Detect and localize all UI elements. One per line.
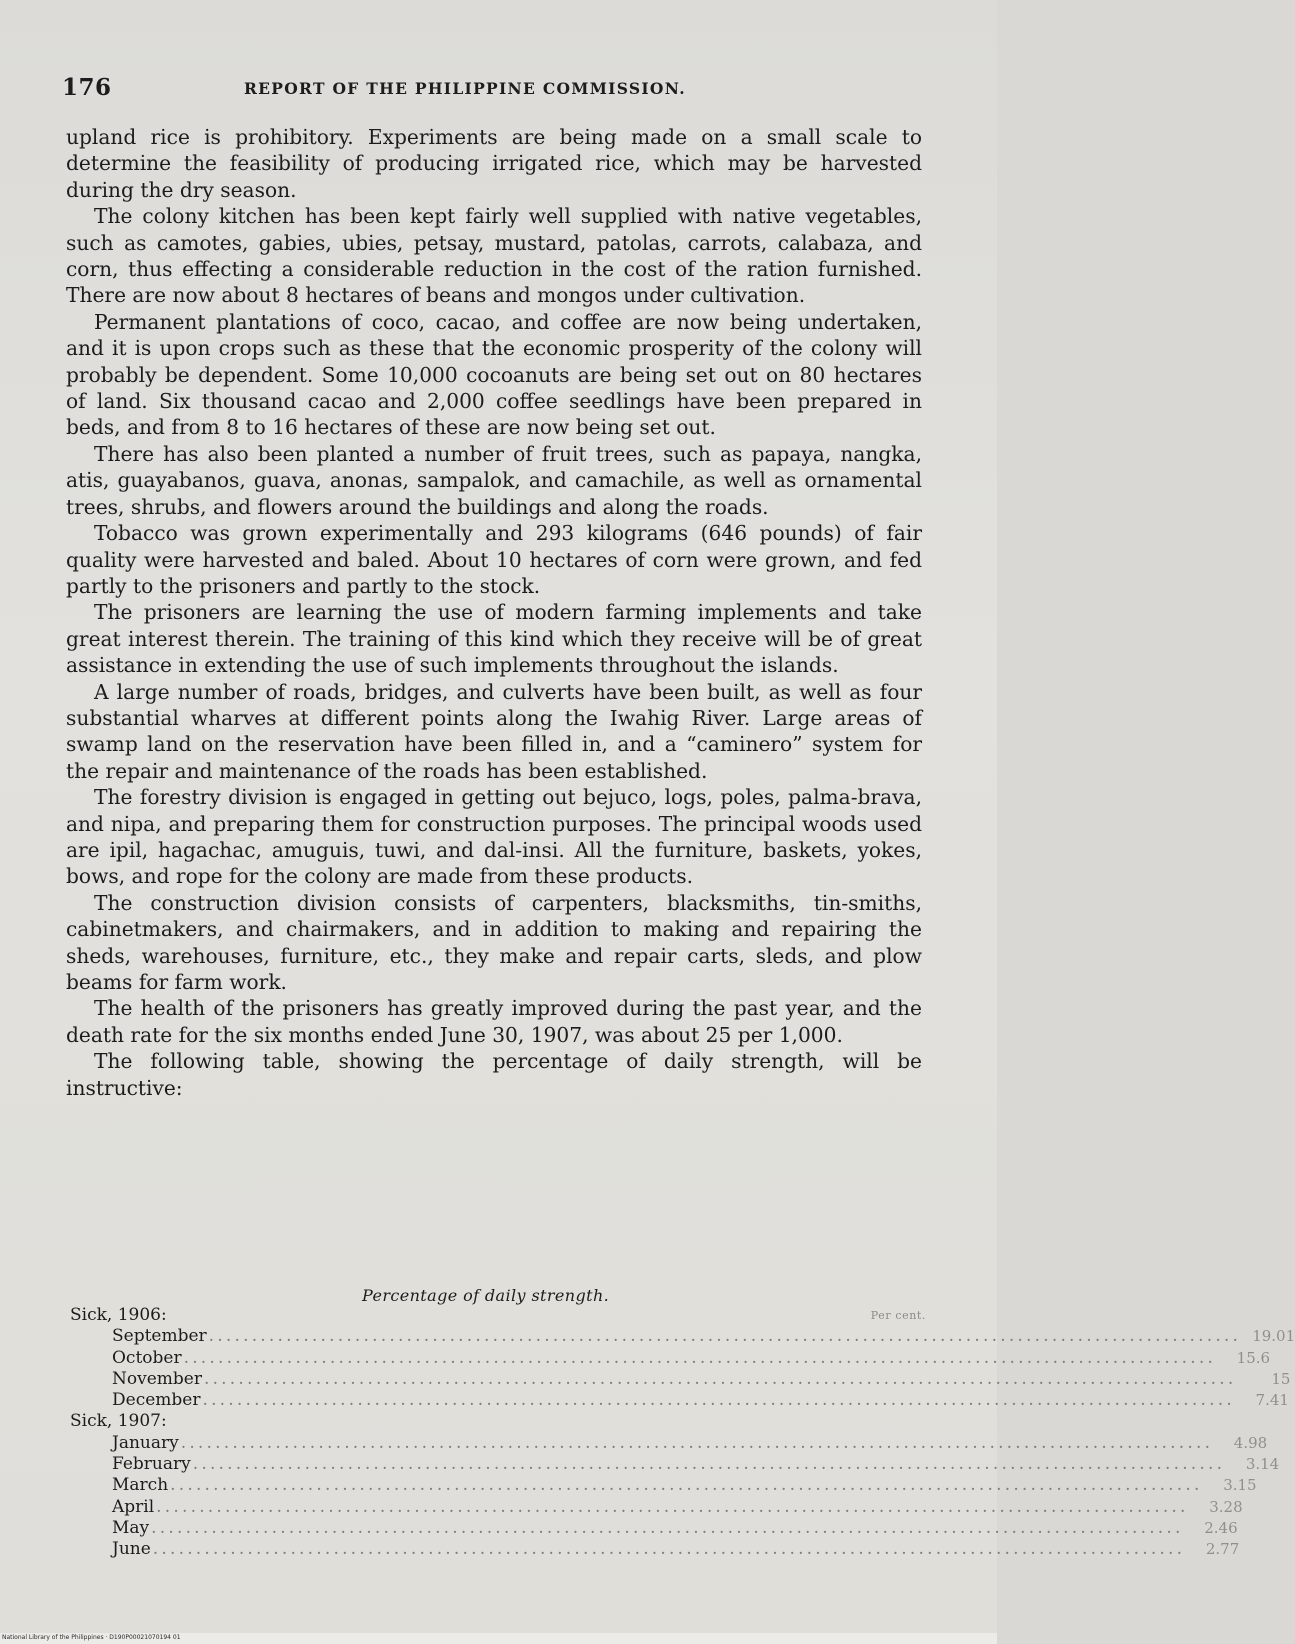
row-value: 19.01 xyxy=(1252,1327,1295,1346)
paragraph: Tobacco was grown experimentally and 293 kilograms (646 pounds) of fair quality were harvested and baled. About 10 hectares of corn were grown, and fed partly to the prisoners and partly to the stock. xyxy=(66,521,922,598)
table-row xyxy=(70,1539,1240,1560)
table-row xyxy=(70,1390,1289,1411)
page-number: 176 xyxy=(62,74,112,101)
row-month: June xyxy=(112,1539,151,1560)
dot-leader: ........................................................................................................................ xyxy=(151,1517,1184,1538)
paragraph: The construction division consists of carpenters, blacksmiths, tin-smiths, cabinetmakers, and chairmakers, and in addition to making and repairing the sheds, warehouses, furniture, etc., they make and repair carts, sleds, and plow beams for farm work. xyxy=(66,890,922,994)
paragraph: A large number of roads, bridges, and culverts have been built, as well as four substantial wharves at different points along the Iwahig River. Large areas of swamp land on the reservation have been filled in, and a “caminero” system for the repair and maintenance of the roads has been established. xyxy=(66,679,922,783)
strength-table xyxy=(70,1305,1295,1561)
dot-leader: ........................................................................................................................ xyxy=(183,1347,1217,1368)
dot-leader: ........................................................................................................................ xyxy=(208,1326,1242,1347)
body-text xyxy=(66,124,922,1101)
row-value: 3.28 xyxy=(1209,1497,1243,1516)
dot-leader: ........................................................................................................................ xyxy=(203,1368,1237,1389)
running-head: REPORT OF THE PHILIPPINE COMMISSION. xyxy=(244,79,686,98)
dot-leader: ........................................................................................................................ xyxy=(180,1432,1214,1453)
row-value: 15.6 xyxy=(1236,1348,1271,1367)
row-value: 3.15 xyxy=(1223,1476,1257,1495)
row-month: March xyxy=(112,1475,169,1496)
page-header xyxy=(62,74,932,104)
group-label-text: Sick, 1907: xyxy=(70,1411,167,1432)
table-row xyxy=(70,1496,1243,1518)
table-group-label xyxy=(70,1305,926,1326)
dot-leader: ........................................................................................................................ xyxy=(156,1496,1189,1517)
dot-leader: ........................................................................................................................ xyxy=(170,1475,1203,1496)
row-value: 15 xyxy=(1271,1369,1291,1388)
paragraph: The health of the prisoners has greatly improved during the past year, and the death rate for the six months ended June 30, 1907, was about 25 per 1,000. xyxy=(66,996,922,1047)
table-row xyxy=(70,1454,1280,1475)
dot-leader: ........................................................................................................................ xyxy=(202,1390,1235,1411)
table-caption: Percentage of daily strength. xyxy=(362,1286,610,1305)
row-month: February xyxy=(112,1454,191,1475)
row-value: 2.46 xyxy=(1204,1518,1238,1537)
row-value: 3.14 xyxy=(1245,1455,1280,1474)
table-row xyxy=(70,1432,1268,1454)
row-value: 7.41 xyxy=(1255,1391,1289,1410)
unit-label: Per cent. xyxy=(870,1309,926,1322)
paragraph: There has also been planted a number of fruit trees, such as papaya, nangka, atis, guayabanos, guava, anonas, sampalok, and camachile, as well as ornamental trees, shrubs, and flowers around the buildings and along the roads. xyxy=(66,441,922,519)
row-month: December xyxy=(112,1390,201,1411)
table-row xyxy=(70,1347,1271,1369)
paragraph: The colony kitchen has been kept fairly well supplied with native vegetables, such as camotes, gabies, ubies, petsay, mustard, patolas, carrots, calabaza, and corn, thus effecting a considerable reduction in the cost of the ration furnished. There are now about 8 hectares of beans and mongos under cultivation. xyxy=(66,204,922,308)
paragraph: Permanent plantations of coco, cacao, and coffee are now being undertaken, and it is upon crops such as these that the economic prosperity of the colony will probably be dependent. Some 10,000 cocoanuts are being set out on 80 hectares of land. Six thousand cacao and 2,000 coffee seedlings have been prepared in beds, and from 8 to 16 hectares of these are now being set out. xyxy=(66,309,922,440)
paragraph: The forestry division is engaged in getting out bejuco, logs, poles, palma-brava, and nipa, and preparing them for construction purposes. The principal woods used are ipil, hagachac, amuguis, tuwi, and dal-insi. All the furniture, baskets, yokes, bows, and rope for the colony are made from these products. xyxy=(66,785,922,889)
row-value: 2.77 xyxy=(1205,1540,1240,1559)
row-month: September xyxy=(112,1326,207,1347)
paragraph: The prisoners are learning the use of modern farming implements and take great interest therein. The training of this kind which they receive will be of great assistance in extending the use of such implements throughout the islands. xyxy=(66,600,922,678)
row-month: November xyxy=(112,1368,202,1389)
row-month: May xyxy=(112,1517,150,1538)
footer-strip xyxy=(0,1633,997,1644)
table-row xyxy=(70,1475,1257,1496)
footer-text: National Library of the Philippines · D190P00021070194 01 xyxy=(2,1634,181,1641)
row-month: October xyxy=(112,1347,182,1368)
table-row xyxy=(70,1517,1238,1539)
dot-leader: ........................................................................................................................ xyxy=(152,1539,1186,1560)
group-label-text: Sick, 1906: xyxy=(70,1305,167,1325)
table-group-label xyxy=(70,1411,926,1432)
row-month: April xyxy=(112,1496,155,1517)
paragraph: upland rice is prohibitory. Experiments are being made on a small scale to determine the feasibility of producing irrigated rice, which may be harvested during the dry season. xyxy=(66,125,922,202)
table-row xyxy=(70,1368,1291,1390)
table-row xyxy=(70,1326,1295,1347)
row-value: 4.98 xyxy=(1233,1433,1268,1452)
paragraph: The following table, showing the percentage of daily strength, will be instructive: xyxy=(66,1049,922,1100)
row-month: January xyxy=(112,1432,179,1453)
dot-leader: ........................................................................................................................ xyxy=(192,1454,1226,1475)
